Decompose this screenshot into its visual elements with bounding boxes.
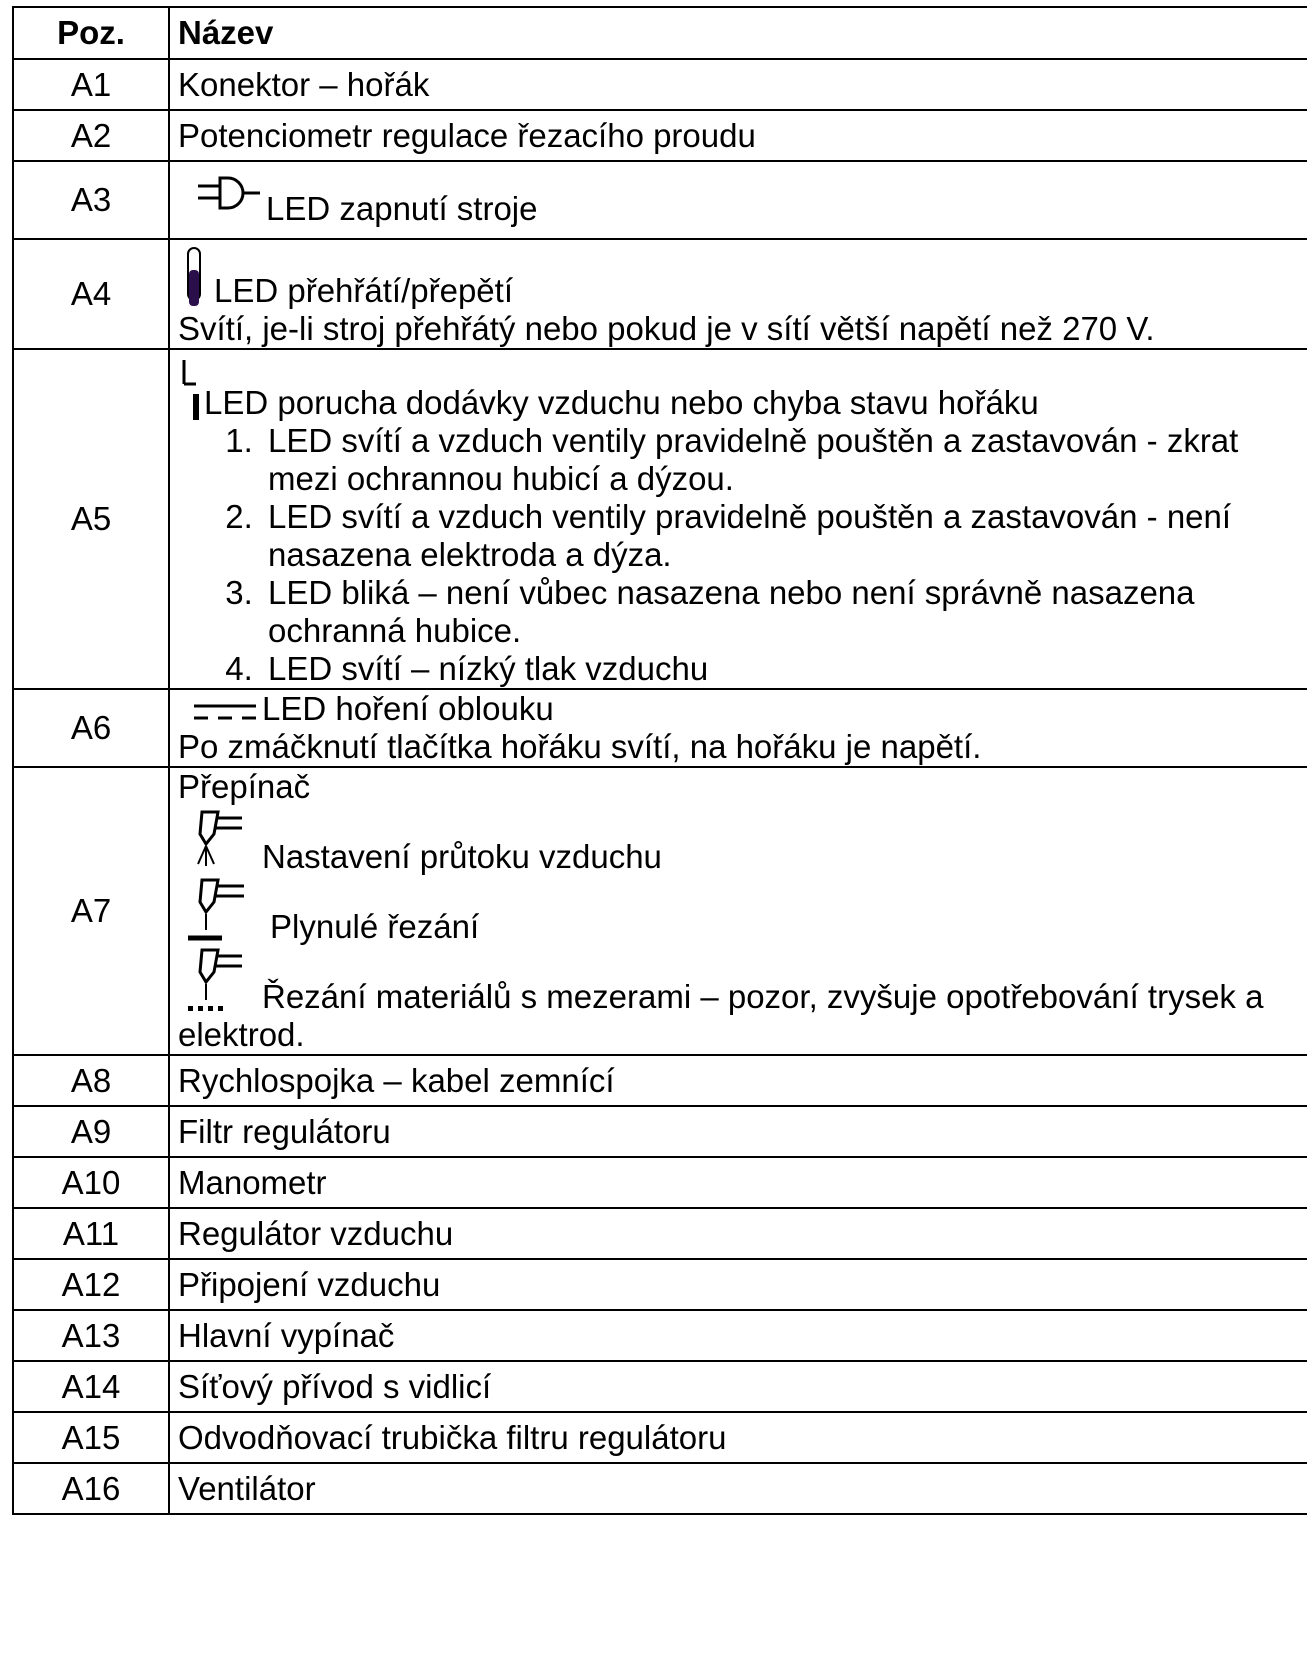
table-row	[13, 349, 1307, 689]
row-name: Konektor – hořák	[169, 59, 1307, 110]
table-row	[13, 767, 1307, 1055]
row-pos: A2	[13, 110, 169, 161]
table-row	[13, 1157, 1307, 1208]
row-name: Rychlospojka – kabel zemnící	[169, 1055, 1307, 1106]
row-name: Filtr regulátoru	[169, 1106, 1307, 1157]
fault-icon	[178, 358, 204, 422]
row-name-cell	[169, 239, 1307, 349]
row-name: LED hoření oblouku	[262, 690, 554, 727]
table-row	[13, 110, 1307, 161]
table-row	[13, 1208, 1307, 1259]
torch-continuous-cut-icon	[178, 876, 270, 946]
row-pos: A1	[13, 59, 169, 110]
row-note: Svítí, je-li stroj přehřátý nebo pokud je v sítí větší napětí než 270 V.	[178, 310, 1155, 347]
row-name: LED porucha dodávky vzduchu nebo chyba stavu hořáku	[204, 384, 1039, 421]
plug-icon	[178, 172, 266, 228]
mode-item	[178, 946, 1307, 1054]
row-pos: A4	[13, 239, 169, 349]
row-name-cell	[169, 767, 1307, 1055]
row-name: LED přehřátí/přepětí	[214, 272, 513, 309]
list-item: 1. LED svítí a vzduch ventily pravidelně pouštěn a zastavován - zkrat mezi ochrannou hubicí a dýzou.	[262, 422, 1307, 498]
row-name: Potenciometr regulace řezacího proudu	[169, 110, 1307, 161]
torch-air-flow-icon	[178, 806, 262, 876]
row-pos: A15	[13, 1412, 169, 1463]
mode-item	[178, 876, 1307, 946]
row-pos: A10	[13, 1157, 169, 1208]
row-name: Manometr	[169, 1157, 1307, 1208]
row-name: Regulátor vzduchu	[169, 1208, 1307, 1259]
row-name: Síťový přívod s vidlicí	[169, 1361, 1307, 1412]
row-pos: A12	[13, 1259, 169, 1310]
row-pos: A7	[13, 767, 169, 1055]
mode-label: Plynulé řezání	[270, 908, 480, 945]
row-name: Odvodňovací trubička filtru regulátoru	[169, 1412, 1307, 1463]
mode-item	[178, 806, 1307, 876]
row-pos: A8	[13, 1055, 169, 1106]
table-row	[13, 689, 1307, 767]
list-item: 4. LED svítí – nízký tlak vzduchu	[262, 650, 1307, 688]
table-row	[13, 59, 1307, 110]
table-row	[13, 161, 1307, 239]
table-row	[13, 1310, 1307, 1361]
row-pos: A6	[13, 689, 169, 767]
row-pos: A16	[13, 1463, 169, 1514]
row-note: Po zmáčknutí tlačítka hořáku svítí, na hořáku je napětí.	[178, 728, 982, 765]
table-row	[13, 1055, 1307, 1106]
row-pos: A13	[13, 1310, 169, 1361]
row-pos: A5	[13, 349, 169, 689]
table-row	[13, 1463, 1307, 1514]
table-row	[13, 1412, 1307, 1463]
row-name-cell	[169, 161, 1307, 239]
row-name: Hlavní vypínač	[169, 1310, 1307, 1361]
table-row	[13, 1106, 1307, 1157]
row-pos: A9	[13, 1106, 169, 1157]
row-pos: A14	[13, 1361, 169, 1412]
legend-table	[12, 6, 1307, 1515]
row-name: Ventilátor	[169, 1463, 1307, 1514]
mode-label: Řezání materiálů s mezerami – pozor, zvyšuje opotřebování trysek a elektrod.	[178, 978, 1264, 1053]
mode-label: Nastavení průtoku vzduchu	[262, 838, 662, 875]
row-pos: A3	[13, 161, 169, 239]
table-row	[13, 1361, 1307, 1412]
header-pos: Poz.	[13, 7, 169, 59]
dc-arc-icon	[178, 694, 262, 728]
row-name-cell	[169, 689, 1307, 767]
list-item: 3. LED bliká – není vůbec nasazena nebo není správně nasazena ochranná hubice.	[262, 574, 1307, 650]
row-name: Připojení vzduchu	[169, 1259, 1307, 1310]
table-row	[13, 1259, 1307, 1310]
table-row	[13, 239, 1307, 349]
row-name-cell	[169, 349, 1307, 689]
row-name: LED zapnutí stroje	[266, 190, 538, 227]
row-pos: A11	[13, 1208, 169, 1259]
header-name: Název	[169, 7, 1307, 59]
fault-list	[178, 422, 1307, 688]
row-name: Přepínač	[178, 768, 311, 805]
torch-gap-cut-icon	[178, 946, 262, 1016]
header-row	[13, 7, 1307, 59]
thermometer-icon	[178, 246, 214, 310]
list-item: 2. LED svítí a vzduch ventily pravidelně pouštěn a zastavován - není nasazena elektroda a dýza.	[262, 498, 1307, 574]
